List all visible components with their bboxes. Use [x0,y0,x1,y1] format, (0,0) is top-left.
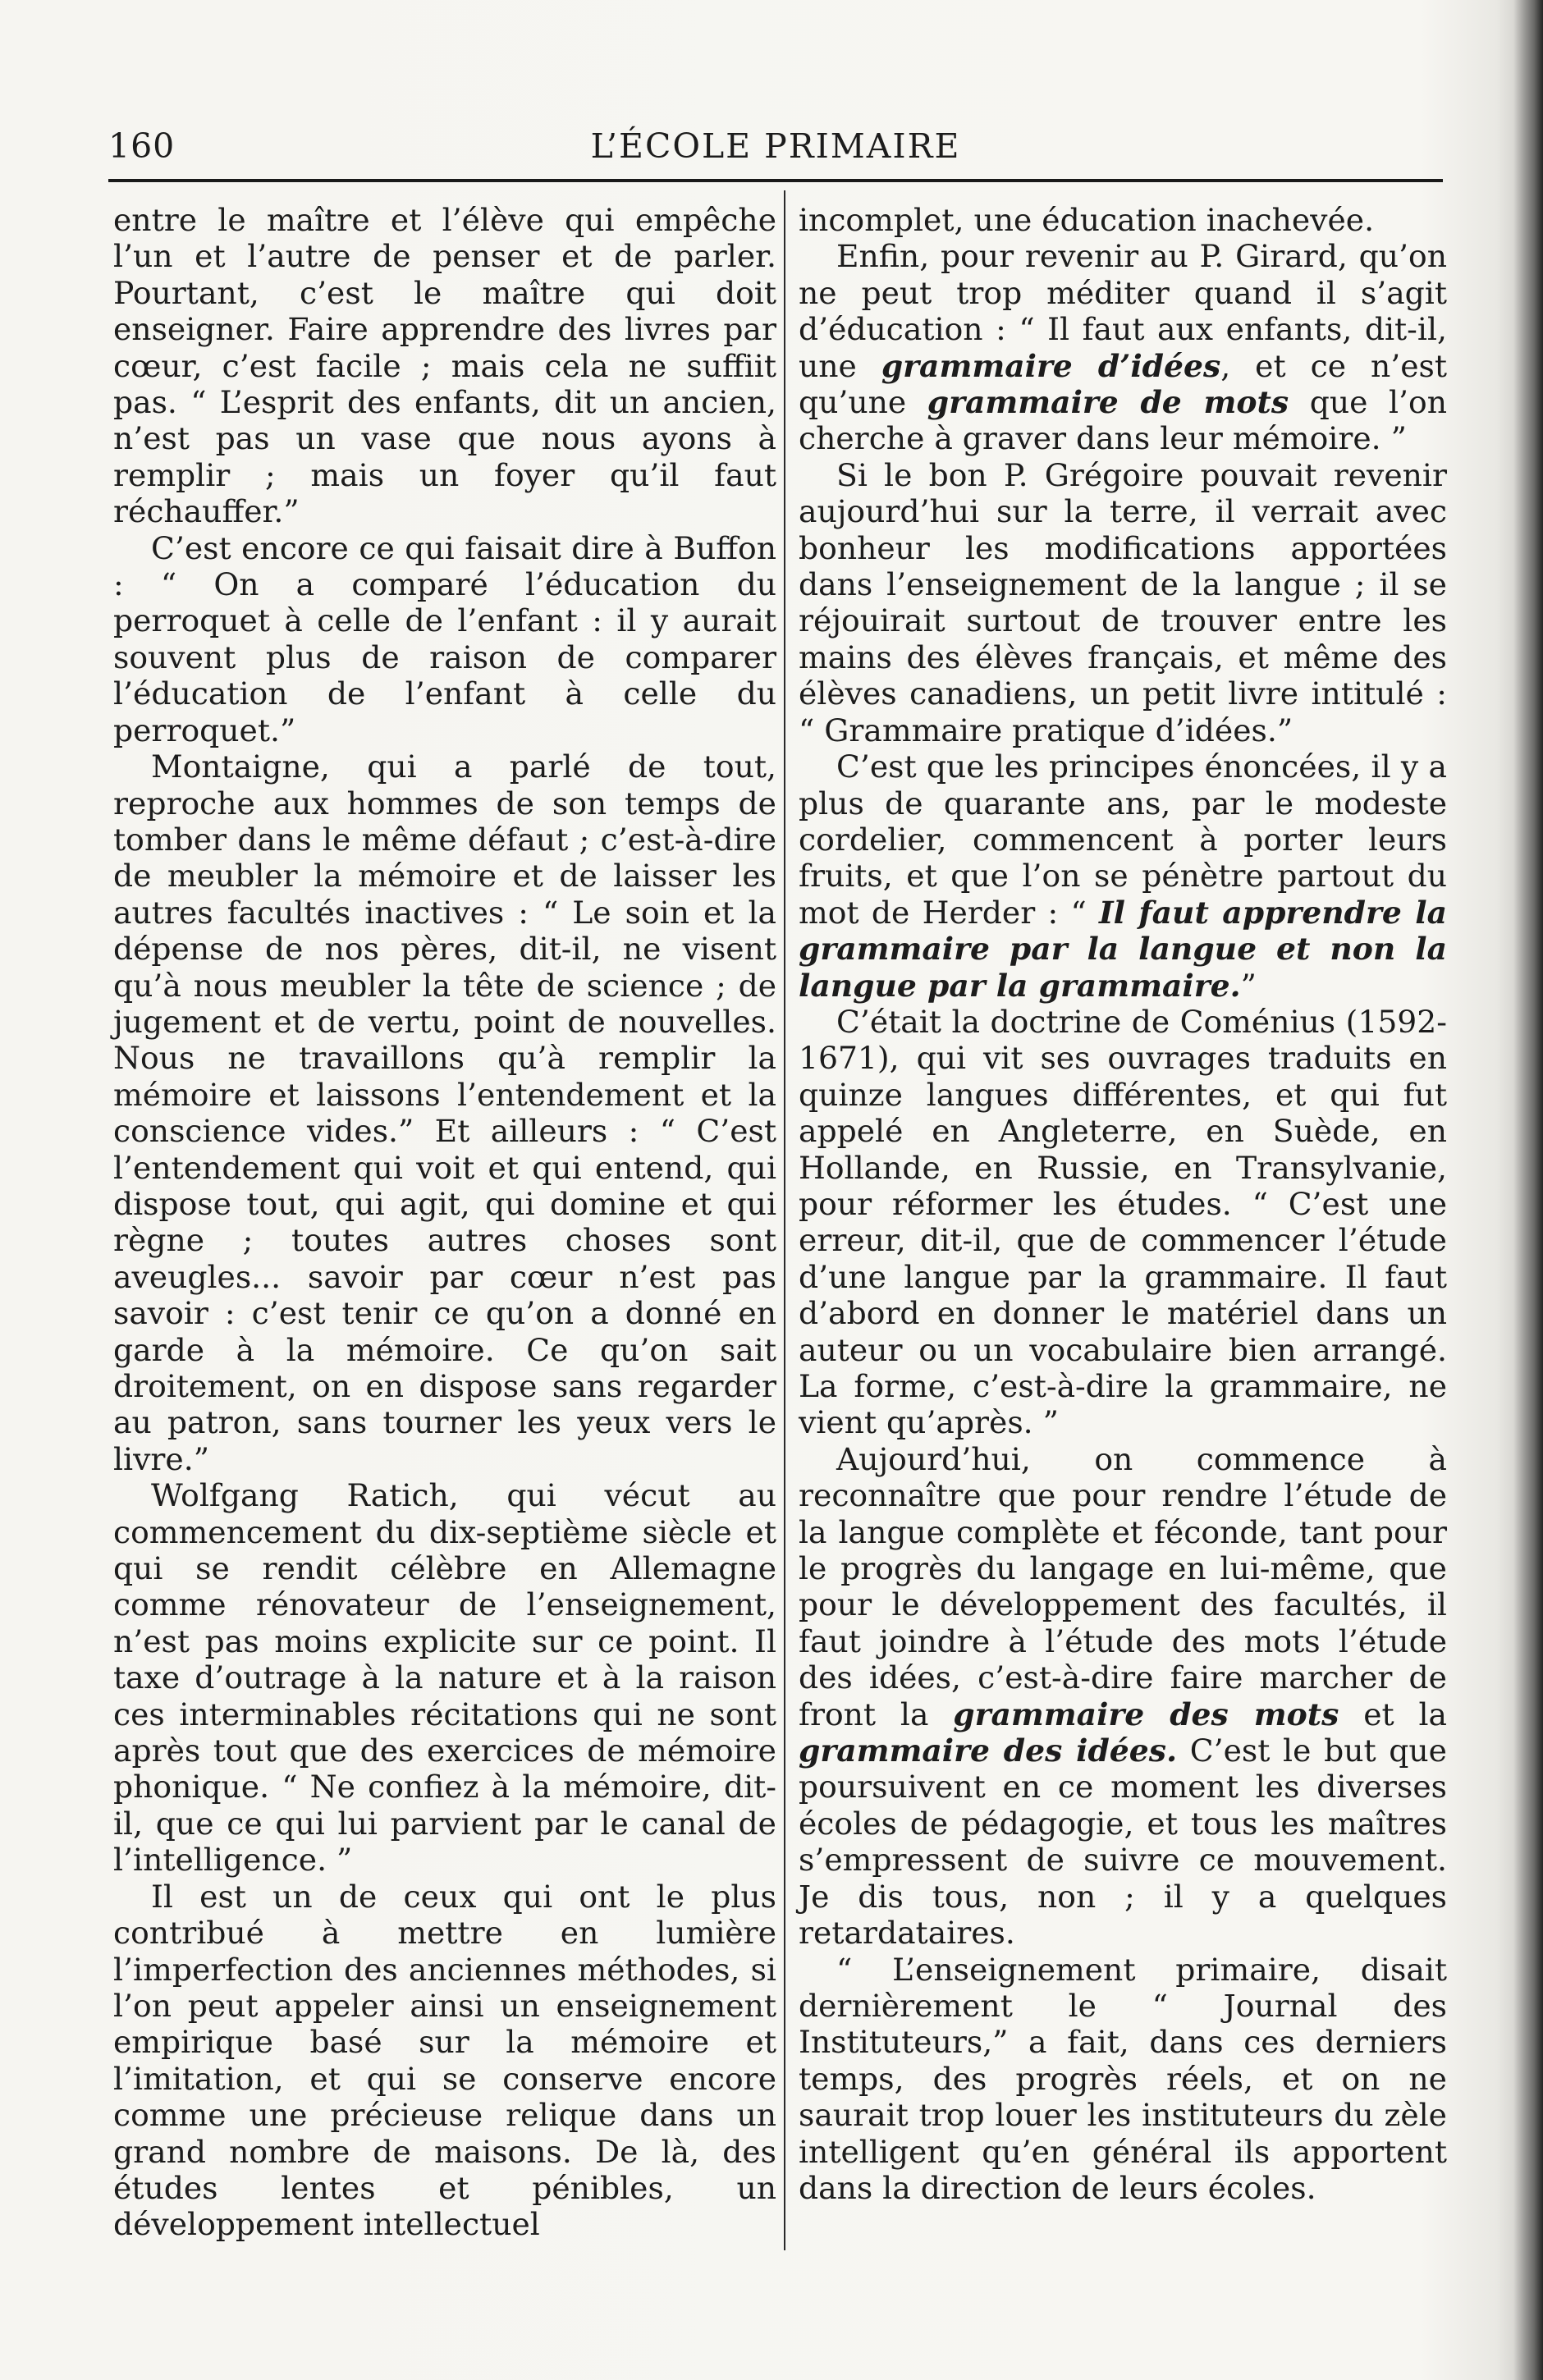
column-divider [784,190,785,2250]
paragraph [113,748,776,1477]
text-run: et la [1339,1696,1447,1732]
text-run: entre le maître et l’élève qui empêche l’un et l’autre de penser et de parler. Pourtant, c’est le maître qui doit enseigner. Faire apprendre des livres par cœur, c’est facile ; mais cela ne suffiit pas. “ L’esprit des enfants, dit un ancien, n’est pas un vase que nous ayons à remplir ; mais un foyer qu’il faut réchauffer.” [113,202,776,530]
text-run: Montaigne, qui a parlé de tout, reproche aux hommes de son temps de tomber dans le même défaut ; c’est-à-dire de meubler la mémoire et de laisser les autres facultés inactives : “ Le soin et la dépense de nos pères, dit-il, ne visent qu’à nous meubler la tête de science ; de jugement et de vertu, point de nouvelles. Nous ne travaillons qu’à remplir la mémoire et laissons l’entendement et la conscience vides.” Et ailleurs : “ C’est l’entendement qui voit et qui entend, qui dispose tout, qui agit, qui domine et qui règne ; toutes autres choses sont aveugles... savoir par cœur n’est pas savoir : c’est tenir ce qu’on a donné en garde à la mémoire. Ce qu’on sait droitement, on en dispose sans regarder au patron, sans tourner les yeux vers le livre.” [113,748,776,1477]
text-run: ” [1240,967,1257,1004]
page-header [108,123,1443,172]
text-run: Enfin, pour revenir au P. Girard, qu’on ne peut trop méditer quand il s’agit d’éducation : “ Il faut aux enfants, dit-il, une [799,238,1447,384]
text-run: “ L’enseignement primaire, disait dernièrement le “ Journal des Instituteurs,” a fait, dans ces derniers temps, des progrès réels, et on ne saurait trop louer les instituteurs du zèle intelligent qu’en général ils apportent dans la direction de leurs écoles. [799,1951,1447,2206]
text-run: C’est encore ce qui faisait dire à Buffon : “ On a comparé l’éducation du perroquet à celle de l’enfant : il y aurait souvent plus de raison de comparer l’éducation de l’enfant à celle du perroquet.” [113,529,776,748]
text-run: Il est un de ceux qui ont le plus contribué à mettre en lumière l’imperfection des anciennes méthodes, si l’on peut appeler ainsi un enseignement empirique basé sur la mémoire et l’imitation, et qui se conserve encore comme une précieuse relique dans un grand nombre de maisons. De là, des études lentes et pénibles, un développement intellectuel [113,1878,776,2243]
text-run: que l’on cherche à graver dans leur mémoire. ” [799,384,1447,457]
text-run: Si le bon P. Grégoire pouvait revenir aujourd’hui sur la terre, il verrait avec bonheur les modifications apportées dans l’enseignement de la langue ; il se réjouirait surtout de trouver entre les mains des élèves français, et même des élèves canadiens, un petit livre intitulé : “ Grammaire pratique d’idées.” [799,456,1447,748]
paragraph [113,1477,776,1878]
paragraph [799,748,1447,1004]
paragraph [799,238,1447,456]
paragraph [113,530,776,748]
text-run: incomplet, une éducation inachevée. [799,202,1375,238]
italic-phrase: Il faut apprendre la grammaire par la langue et non la langue par la grammaire. [799,894,1448,1004]
text-run: C’est le but que poursuivent en ce moment les diverses écoles de pédagogie, et tous les maîtres s’empressent de suivre ce mouvement. Je dis tous, non ; il y a quelques retardataires. [799,1732,1447,1952]
text-run: C’est que les principes énoncées, il y a plus de quarante ans, par le modeste cordelier, commencent à porter leurs fruits, et que l’on se pénètre partout du mot de Herder : “ [799,748,1447,931]
paragraph [799,1004,1447,1441]
paragraph [799,202,1447,238]
italic-phrase: grammaire des mots [953,1696,1339,1732]
paragraph [113,202,776,530]
text-run: Aujourd’hui, on commence à reconnaître que pour rendre l’étude de la langue complète et féconde, tant pour le progrès du langage en lui-même, que pour le développement des facultés, il faut joindre à l’étude des mots l’étude des idées, c’est-à-dire faire marcher de front la [799,1440,1447,1732]
text-run: , et ce n’est qu’une [799,347,1448,421]
running-title: L’ÉCOLE PRIMAIRE [590,126,961,166]
left-column [113,202,776,2243]
paragraph [799,1952,1447,2207]
right-column [799,202,1447,2206]
italic-phrase: grammaire des idées. [799,1732,1178,1769]
paragraph [799,1441,1447,1952]
italic-phrase: grammaire d’idées [881,347,1221,384]
text-run: C’était la doctrine de Coménius (1592-1671), qui vit ses ouvrages traduits en quinze langues différentes, et qui fut appelé en Angleterre, en Suède, en Hollande, en Russie, en Transylvanie, pour réformer les études. “ C’est une erreur, dit-il, que de commencer l’étude d’une langue par la grammaire. Il faut d’abord en donner le matériel dans un auteur ou un vocabulaire bien arrangé. La forme, c’est-à-dire la grammaire, ne vient qu’après. ” [799,1003,1447,1441]
text-run: Wolfgang Ratich, qui vécut au commencement du dix-septième siècle et qui se rendit célèbre en Allemagne comme rénovateur de l’enseignement, n’est pas moins explicite sur ce point. Il taxe d’outrage à la nature et à la raison ces interminables récitations qui ne sont après tout que des exercices de mémoire phonique. “ Ne confiez à la mémoire, dit-il, que ce qui lui parvient par le canal de l’intelligence. ” [113,1477,776,1879]
page-number: 160 [108,126,176,166]
paragraph [113,1879,776,2243]
page-edge-shadow [1513,0,1543,2380]
header-rule [108,179,1443,182]
paragraph [799,457,1447,748]
italic-phrase: grammaire de mots [927,384,1289,421]
